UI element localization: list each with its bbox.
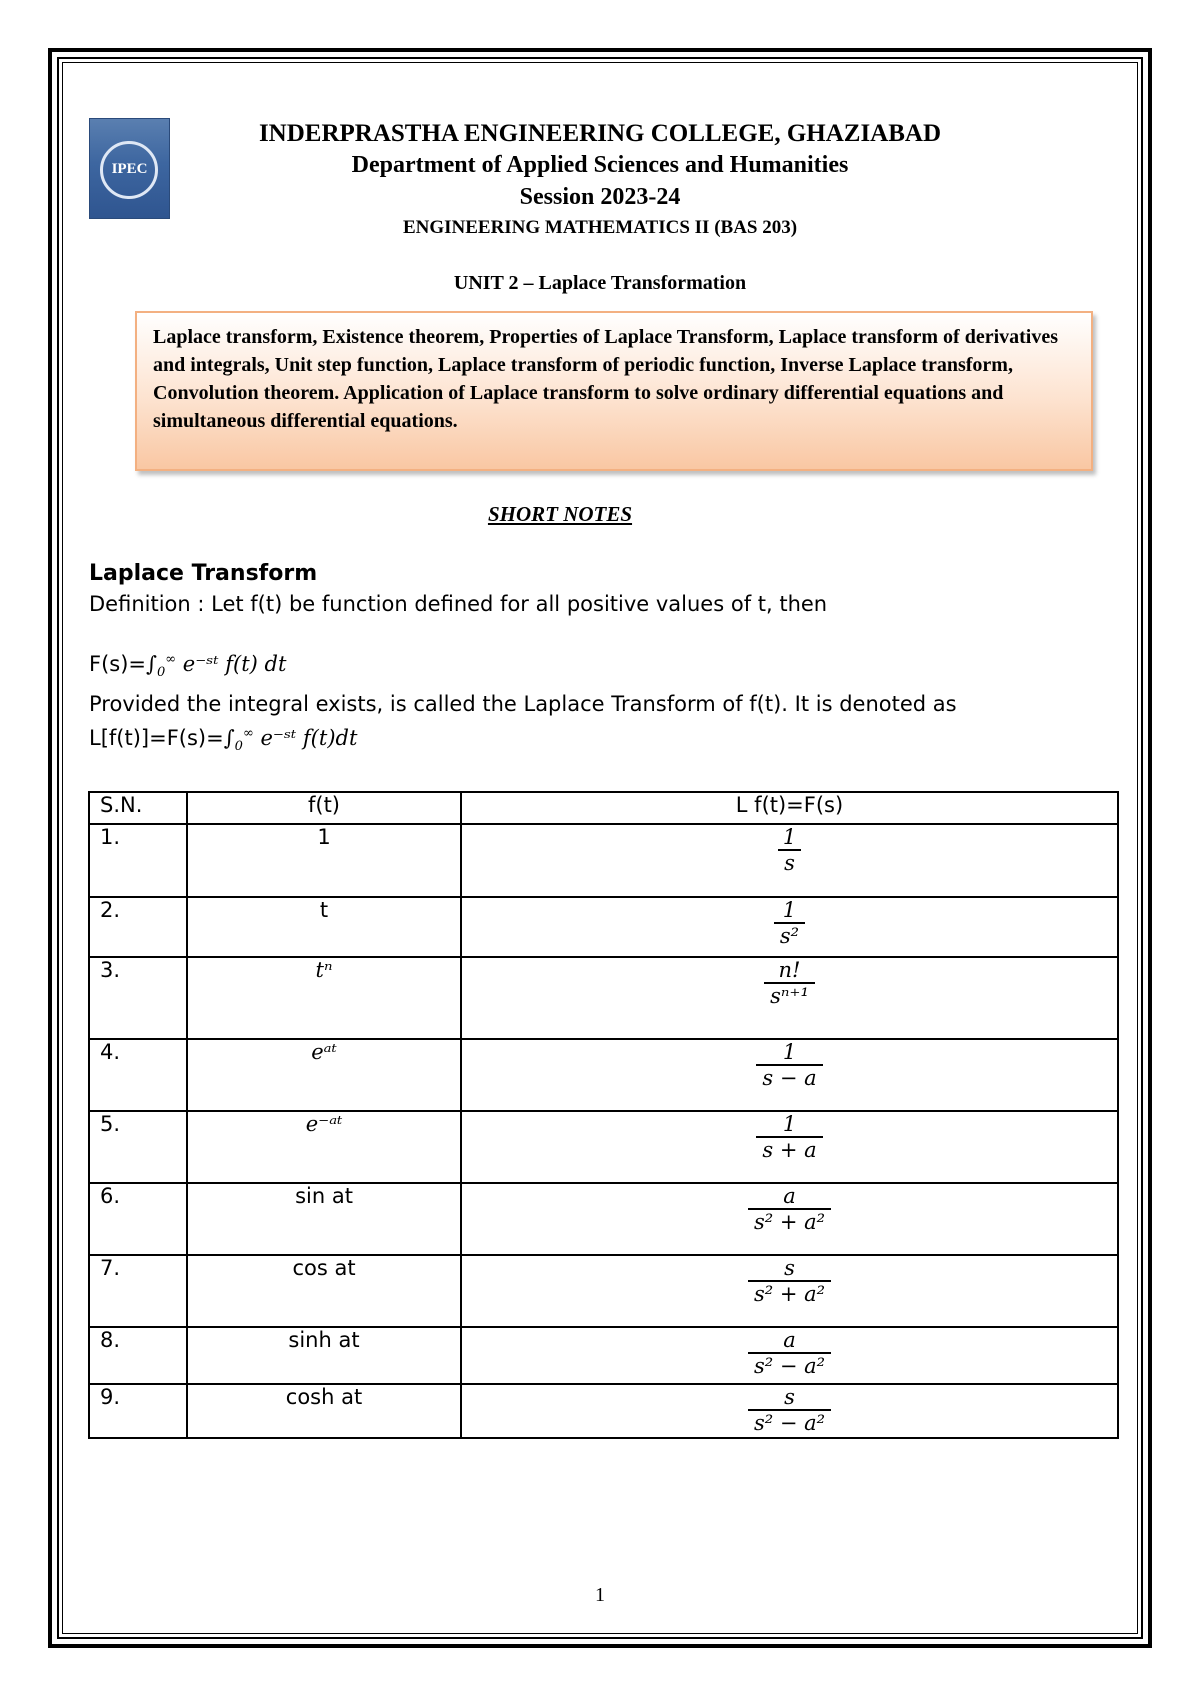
header-ft: f(t) — [187, 792, 461, 824]
cell-sn: 6. — [89, 1183, 187, 1255]
table-row — [89, 1327, 1118, 1384]
cell-sn: 3. — [89, 957, 187, 1039]
fraction — [774, 898, 805, 948]
table-row — [89, 1111, 1118, 1183]
header-fs: L f(t)=F(s) — [461, 792, 1118, 824]
fraction-numerator: a — [783, 1184, 796, 1208]
table-row — [89, 1255, 1118, 1327]
integral-symbol-2: ∫ — [223, 726, 235, 750]
fraction-numerator: s — [784, 1256, 795, 1280]
fraction — [748, 1256, 831, 1306]
unit-title: UNIT 2 – Laplace Transformation — [453, 272, 747, 294]
fraction-numerator: 1 — [782, 1112, 797, 1136]
formula-2-rhs: e⁻ˢᵗ f(t)dt — [260, 726, 358, 750]
fraction-numerator: n! — [778, 958, 801, 982]
college-name: INDERPRASTHA ENGINEERING COLLEGE, GHAZIABAD — [258, 120, 942, 147]
cell-ft: tⁿ — [187, 957, 461, 1039]
cell-ft: e⁻ᵃᵗ — [187, 1111, 461, 1183]
fraction — [764, 958, 815, 1008]
fraction — [756, 1040, 822, 1090]
fraction-denominator: s + a — [756, 1136, 822, 1162]
course-title: ENGINEERING MATHEMATICS II (BAS 203) — [402, 217, 798, 238]
cell-fs — [461, 957, 1118, 1039]
fraction-denominator: s² − a² — [748, 1409, 831, 1435]
fraction — [756, 1112, 822, 1162]
cell-ft: sin at — [187, 1183, 461, 1255]
integral-symbol: ∫ — [146, 652, 157, 676]
definition-text: Definition : Let f(t) be function defined for all positive values of t, then — [89, 592, 828, 616]
fraction — [748, 1184, 831, 1234]
cell-fs — [461, 1255, 1118, 1327]
fraction-denominator: s² + a² — [748, 1280, 831, 1306]
fraction-numerator: 1 — [782, 825, 797, 849]
cell-ft: cosh at — [187, 1384, 461, 1438]
section-title: Laplace Transform — [89, 561, 318, 586]
header-sn: S.N. — [89, 792, 187, 824]
cell-fs — [461, 824, 1118, 897]
fraction-denominator: s − a — [756, 1064, 822, 1090]
cell-ft: sinh at — [187, 1327, 461, 1384]
table-row — [89, 897, 1118, 957]
formula-2-lhs: L[f(t)]=F(s)= — [89, 726, 224, 750]
logo-text: IPEC — [111, 161, 148, 177]
cell-sn: 5. — [89, 1111, 187, 1183]
formula-1-rhs: e⁻ˢᵗ f(t) dt — [182, 652, 287, 676]
cell-fs — [461, 1384, 1118, 1438]
fraction-denominator: sⁿ⁺¹ — [764, 982, 815, 1008]
fraction-denominator: s — [778, 849, 801, 875]
fraction-numerator: s — [784, 1385, 795, 1409]
cell-fs — [461, 1327, 1118, 1384]
laplace-table — [88, 791, 1119, 1439]
cell-ft: cos at — [187, 1255, 461, 1327]
session: Session 2023-24 — [519, 184, 681, 210]
fraction — [748, 1328, 831, 1378]
cell-sn: 1. — [89, 824, 187, 897]
fraction-numerator: 1 — [782, 898, 797, 922]
formula-2 — [89, 726, 357, 754]
table-row — [89, 1384, 1118, 1438]
table-row — [89, 824, 1118, 897]
table-row — [89, 957, 1118, 1039]
fraction — [777, 825, 802, 875]
department-name: Department of Applied Sciences and Humanities — [351, 152, 849, 178]
cell-fs — [461, 1039, 1118, 1111]
formula-1-lhs: F(s)= — [89, 652, 147, 676]
cell-fs — [461, 1111, 1118, 1183]
integral-lower-limit-2: 0 — [234, 739, 243, 755]
formula-1 — [89, 652, 286, 680]
provided-text: Provided the integral exists, is called the Laplace Transform of f(t). It is denoted as — [89, 692, 957, 716]
cell-fs — [461, 897, 1118, 957]
cell-sn: 4. — [89, 1039, 187, 1111]
cell-sn: 2. — [89, 897, 187, 957]
short-notes-heading: SHORT NOTES — [487, 502, 633, 526]
cell-ft: eᵃᵗ — [187, 1039, 461, 1111]
integral-upper-limit: ∞ — [165, 652, 177, 667]
fraction — [748, 1385, 831, 1435]
cell-fs — [461, 1183, 1118, 1255]
fraction-numerator: a — [783, 1328, 796, 1352]
college-logo — [89, 118, 170, 219]
table-header-row — [89, 792, 1118, 824]
cell-sn: 9. — [89, 1384, 187, 1438]
cell-sn: 8. — [89, 1327, 187, 1384]
syllabus-box: Laplace transform, Existence theorem, Properties of Laplace Transform, Laplace transform of derivatives and integrals, Unit step function, Laplace transform of periodic function, Inverse Laplace transform, Convolution theorem. Application of Laplace transform to solve ordinary differential equations and simultaneous differential equations. — [135, 311, 1093, 471]
fraction-denominator: s² + a² — [748, 1208, 831, 1234]
cell-sn: 7. — [89, 1255, 187, 1327]
page-number: 1 — [595, 1584, 605, 1606]
fraction-denominator: s² − a² — [748, 1352, 831, 1378]
integral-lower-limit: 0 — [156, 665, 166, 681]
integral-upper-limit-2: ∞ — [242, 726, 254, 741]
fraction-numerator: 1 — [782, 1040, 797, 1064]
table-row — [89, 1183, 1118, 1255]
table-row — [89, 1039, 1118, 1111]
fraction-denominator: s² — [774, 922, 805, 948]
cell-ft: 1 — [187, 824, 461, 897]
cell-ft: t — [187, 897, 461, 957]
